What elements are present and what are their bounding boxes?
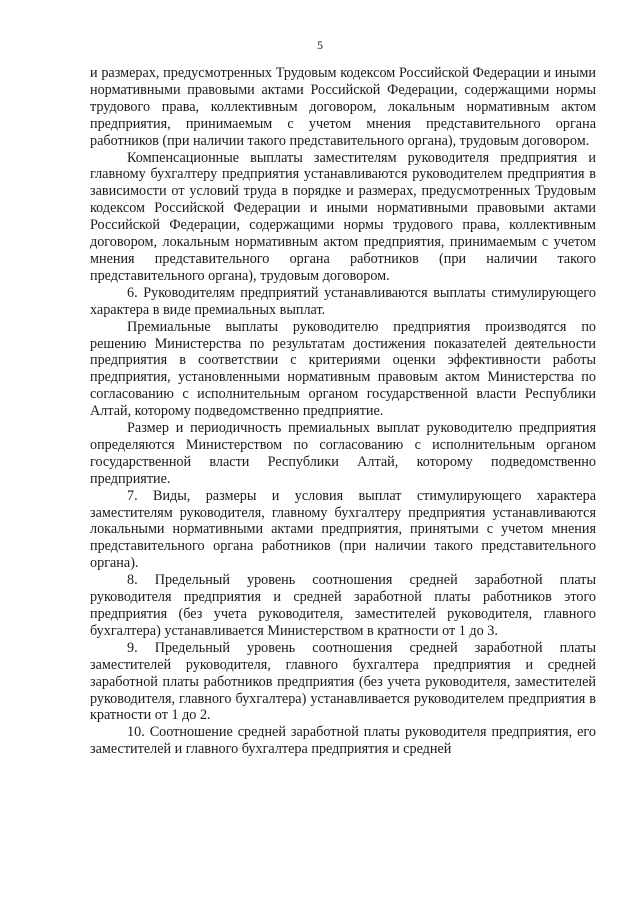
paragraph-item-6: 6. Руководителям предприятий устанавливаются выплаты стимулирующего характера в виде премиальных выплат. bbox=[90, 284, 596, 318]
paragraph-compensation-deputies: Компенсационные выплаты заместителям руководителя предприятия и главному бухгалтеру предприятия устанавливаются руководителем предприятия в зависимости от условий труда в порядке и размерах, предусмотренных Трудовым кодексом Российской Федерации и иными нормативными правовыми актами Российской Федерации, содержащими нормы трудового права, коллективным договором, локальным нормативным актом предприятия, принимаемым с учетом мнения представительного органа работников (при наличии такого представительного органа), трудовым договором. bbox=[90, 149, 596, 284]
paragraph-item-9: 9. Предельный уровень соотношения средней заработной платы заместителей руководителя, главного бухгалтера предприятия и средней заработной платы работников предприятия (без учета руководителя, заместителей руководителя, главного бухгалтера) устанавливается руководителем предприятия в кратности от 1 до 2. bbox=[90, 639, 596, 724]
paragraph-item-8: 8. Предельный уровень соотношения средней заработной платы руководителя предприятия и средней заработной платы работников этого предприятия (без учета руководителя, заместителей руководителя, главного бухгалтера) устанавливается Министерством в кратности от 1 до 3. bbox=[90, 572, 596, 639]
paragraph-continuation: и размерах, предусмотренных Трудовым кодексом Российской Федерации и иными нормативными правовыми актами Российской Федерации, содержащими нормы трудового права, коллективным договором, локальным нормативным актом предприятия, принимаемым с учетом мнения представительного органа работников (при наличии такого представительного органа), трудовым договором. bbox=[90, 65, 596, 149]
paragraph-bonus-payments: Премиальные выплаты руководителю предприятия производятся по решению Министерства по результатам достижения показателей деятельности предприятия в соответствии с критериями оценки эффективности работы предприятия, установленными нормативным правовым актом Министерства по согласованию с исполнительным органом государственной власти Республики Алтай, которому подведомственно предприятие. bbox=[90, 318, 596, 420]
page-number: 5 bbox=[317, 38, 323, 52]
document-body bbox=[90, 65, 596, 758]
paragraph-item-10: 10. Соотношение средней заработной платы руководителя предприятия, его заместителей и главного бухгалтера предприятия и средней bbox=[90, 724, 596, 758]
paragraph-item-7: 7. Виды, размеры и условия выплат стимулирующего характера заместителям руководителя, главному бухгалтеру предприятия устанавливаются локальными нормативными актами предприятия, принятыми с учетом мнения представительного органа работников (при наличии такого представительного органа). bbox=[90, 487, 596, 572]
paragraph-bonus-size: Размер и периодичность премиальных выплат руководителю предприятия определяются Министерством по согласованию с исполнительным органом государственной власти Республики Алтай, которому подведомственно предприятие. bbox=[90, 420, 596, 487]
